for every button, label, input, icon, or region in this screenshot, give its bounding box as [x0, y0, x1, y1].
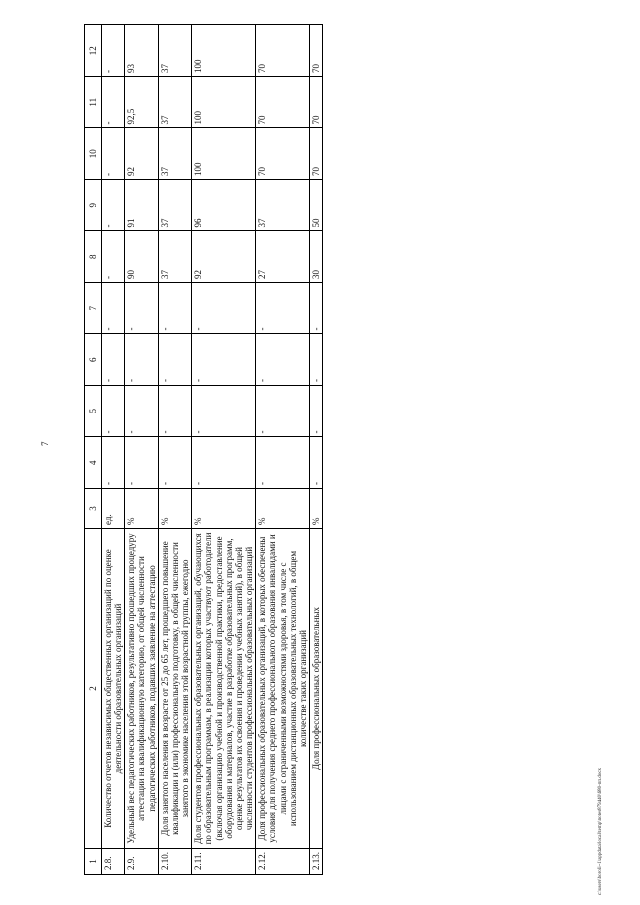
indicator-name: Доля профессиональных образовательных — [309, 529, 322, 849]
value-cell: - — [158, 437, 191, 489]
value-cell: - — [192, 334, 256, 386]
value-cell: - — [102, 334, 125, 386]
value-cell: 100 — [192, 25, 256, 77]
value-cell: - — [102, 77, 125, 129]
value-cell: - — [192, 437, 256, 489]
unit-cell: ед. — [102, 489, 125, 529]
row-number: 2.9. — [125, 849, 158, 875]
row-number: 2.10. — [158, 849, 191, 875]
value-cell: - — [102, 231, 125, 283]
value-cell: 100 — [192, 128, 256, 180]
row-number: 2.12. — [256, 849, 310, 875]
value-cell: 50 — [309, 180, 322, 232]
value-cell: 92 — [192, 231, 256, 283]
value-cell: - — [102, 283, 125, 335]
column-number-8: 8 — [85, 231, 102, 283]
value-cell: 37 — [256, 180, 310, 232]
value-cell: - — [158, 283, 191, 335]
column-number-7: 7 — [85, 283, 102, 335]
page-number: 7 — [40, 441, 50, 446]
value-cell: 30 — [309, 231, 322, 283]
unit-cell: % — [309, 489, 322, 529]
value-cell: 70 — [309, 77, 322, 129]
value-cell: - — [309, 334, 322, 386]
value-cell: - — [256, 283, 310, 335]
value-cell: 37 — [158, 77, 191, 129]
value-cell: 70 — [309, 128, 322, 180]
value-cell: - — [125, 283, 158, 335]
rotated-table-container — [84, 25, 620, 875]
value-cell: 37 — [158, 25, 191, 77]
column-number-10: 10 — [85, 128, 102, 180]
value-cell: - — [125, 437, 158, 489]
value-cell: - — [102, 386, 125, 438]
value-cell: - — [309, 386, 322, 438]
value-cell: 90 — [125, 231, 158, 283]
value-cell: - — [158, 334, 191, 386]
value-cell: - — [256, 437, 310, 489]
value-cell: - — [192, 386, 256, 438]
value-cell: 70 — [256, 128, 310, 180]
indicator-name: Удельный вес педагогических работников, результативно прошедших процедуру аттестации на квалификационную категорию, от общей численности педагогических работников, подавших заявление на аттестацию — [125, 529, 158, 849]
value-cell: 37 — [158, 231, 191, 283]
row-number: 2.8. — [102, 849, 125, 875]
table-row — [309, 25, 322, 875]
indicators-table — [84, 25, 323, 876]
value-cell: 70 — [256, 25, 310, 77]
column-number-1: 1 — [85, 849, 102, 875]
table-row — [192, 25, 256, 875]
column-number-2: 2 — [85, 529, 102, 849]
value-cell: - — [192, 283, 256, 335]
unit-cell: % — [158, 489, 191, 529]
column-number-3: 3 — [85, 489, 102, 529]
value-cell: 100 — [192, 77, 256, 129]
table-row — [158, 25, 191, 875]
value-cell: 96 — [192, 180, 256, 232]
value-cell: - — [309, 437, 322, 489]
row-number: 2.11. — [192, 849, 256, 875]
value-cell: - — [158, 386, 191, 438]
indicator-name: Доля студентов профессиональных образовательных организаций, обучающихся по образовательным программам, в реализации которых участвуют работодатели (включая организацию учебной и производственной практики, предоставление оборудования и материалов, участие в разработке образовательных программ, оценке результатов их освоения и проведении учебных занятий), в общей численности студентов профессиональных образовательных организаций — [192, 529, 256, 849]
indicator-name: Доля профессиональных образовательных организаций, в которых обеспечены условия для получения среднего профессионального образования инвалидами и лицами с ограниченными возможностями здоровья, в том числе с использованием дистанционных образовательных технологий, в общем количестве таких организаций — [256, 529, 310, 849]
table-row — [125, 25, 158, 875]
indicator-name: Доля занятого населения в возрасте от 25 до 65 лет, прошедшего повышение квалификации и (или) профессиональную подготовку, в общей численности занятого в экономике населения этой возрастной группы, ежегодно — [158, 529, 191, 849]
value-cell: 27 — [256, 231, 310, 283]
value-cell: - — [102, 180, 125, 232]
value-cell: - — [256, 386, 310, 438]
value-cell: - — [102, 25, 125, 77]
value-cell: - — [102, 128, 125, 180]
value-cell: 70 — [256, 77, 310, 129]
file-path-footer: c:\users\boroli~1\appdata\local\temp\notes879440\680-пп.docx — [598, 767, 603, 895]
value-cell: - — [125, 334, 158, 386]
column-number-6: 6 — [85, 334, 102, 386]
column-number-9: 9 — [85, 180, 102, 232]
table-row — [256, 25, 310, 875]
value-cell: 70 — [309, 25, 322, 77]
value-cell: 37 — [158, 128, 191, 180]
value-cell: - — [125, 386, 158, 438]
value-cell: 91 — [125, 180, 158, 232]
value-cell: 92 — [125, 128, 158, 180]
column-number-11: 11 — [85, 77, 102, 129]
value-cell: 37 — [158, 180, 191, 232]
column-number-5: 5 — [85, 386, 102, 438]
table-row — [102, 25, 125, 875]
value-cell: - — [256, 334, 310, 386]
indicator-name: Количество отчетов независимых общественных организаций по оценке деятельности образовательных организаций — [102, 529, 125, 849]
value-cell: 92,5 — [125, 77, 158, 129]
unit-cell: % — [256, 489, 310, 529]
value-cell: - — [309, 283, 322, 335]
header-row — [85, 25, 102, 875]
value-cell: 93 — [125, 25, 158, 77]
row-number: 2.13. — [309, 849, 322, 875]
value-cell: - — [102, 437, 125, 489]
unit-cell: % — [125, 489, 158, 529]
unit-cell: % — [192, 489, 256, 529]
column-number-12: 12 — [85, 25, 102, 77]
column-number-4: 4 — [85, 437, 102, 489]
